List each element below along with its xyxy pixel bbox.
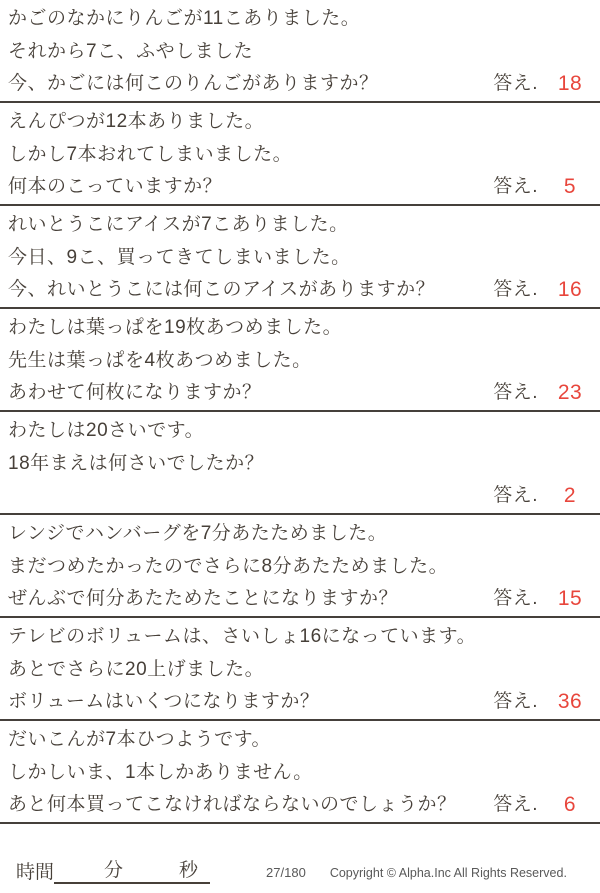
answer-group xyxy=(493,68,600,100)
answer-value: 6 xyxy=(563,793,577,817)
copyright-text: Copyright © Alpha.Inc All Rights Reserved. xyxy=(329,866,567,880)
answer-group xyxy=(493,377,600,409)
problem-line: それから7こ、ふやしました xyxy=(8,40,254,62)
problem-question: ボリュームはいくつになりますか？ xyxy=(8,691,320,713)
question-row xyxy=(8,274,600,306)
answer-label: 答え. xyxy=(493,279,538,301)
problem-line: えんぴつが12本ありました。 xyxy=(8,110,265,132)
answer-value: 23 xyxy=(557,381,583,405)
problem-block-3 xyxy=(0,206,600,309)
problem-block-5 xyxy=(0,412,600,515)
problem-question: 何本のこっていますか？ xyxy=(8,176,223,198)
answer-label: 答え. xyxy=(493,485,538,507)
problem-line: かごのなかにりんごが11こありました。 xyxy=(8,7,361,29)
question-row xyxy=(8,377,600,409)
answer-value: 15 xyxy=(557,587,583,611)
problem-line: れいとうこにアイスが7こありました。 xyxy=(8,213,349,235)
time-label: 時間 xyxy=(16,862,55,883)
problem-line: あとでさらに20上げました。 xyxy=(8,658,265,680)
question-row xyxy=(8,68,600,100)
answer-group xyxy=(493,686,600,718)
answer-group xyxy=(493,480,600,512)
problem-block-2 xyxy=(0,103,600,206)
answer-label: 答え. xyxy=(493,794,538,816)
answer-label: 答え. xyxy=(493,73,538,95)
question-row xyxy=(8,789,600,821)
problem-line: レンジでハンバーグを7分あたためました。 xyxy=(8,522,388,544)
time-fill-in-line xyxy=(54,860,210,884)
problem-line: 先生は葉っぱを4枚あつめました。 xyxy=(8,349,312,371)
problem-line: しかしいま、1本しかありません。 xyxy=(8,761,313,783)
problem-block-4 xyxy=(0,309,600,412)
problem-question: あと何本買ってこなければならないのでしょうか？ xyxy=(8,794,457,816)
question-row xyxy=(8,583,600,615)
problem-block-1 xyxy=(0,0,600,103)
problem-question: 今、かごには何このりんごがありますか？ xyxy=(8,73,379,95)
problem-question: ぜんぶで何分あたためたことになりますか？ xyxy=(8,588,399,610)
answer-group xyxy=(493,789,600,821)
question-row xyxy=(8,480,600,512)
answer-label: 答え. xyxy=(493,588,538,610)
problem-line: テレビのボリュームは、さいしょ16になっています。 xyxy=(8,625,477,647)
answer-value: 5 xyxy=(563,175,577,199)
problem-block-7 xyxy=(0,618,600,721)
problem-question: 今、れいとうこには何このアイスがありますか？ xyxy=(8,279,436,301)
problem-line: わたしは20さいです。 xyxy=(8,419,205,441)
seconds-label: 秒 xyxy=(179,860,199,881)
problem-line: まだつめたかったのでさらに8分あたためました。 xyxy=(8,555,449,577)
problem-line: 今日、9こ、買ってきてしまいました。 xyxy=(8,246,351,268)
footer xyxy=(0,860,600,884)
problem-line: だいこんが7本ひつようです。 xyxy=(8,728,272,750)
problem-line: わたしは葉っぱを19枚あつめました。 xyxy=(8,316,343,338)
problem-block-6 xyxy=(0,515,600,618)
answer-label: 答え. xyxy=(493,691,538,713)
problem-line: 18年まえは何さいでしたか？ xyxy=(8,452,265,474)
answer-label: 答え. xyxy=(493,176,538,198)
question-row xyxy=(8,171,600,203)
answer-group xyxy=(493,274,600,306)
answer-value: 36 xyxy=(557,690,583,714)
minutes-label: 分 xyxy=(104,860,124,881)
answer-label: 答え. xyxy=(493,382,538,404)
answer-group xyxy=(493,583,600,615)
problem-line: しかし7本おれてしまいました。 xyxy=(8,143,293,165)
answer-value: 16 xyxy=(557,278,583,302)
question-row xyxy=(8,686,600,718)
problem-block-8 xyxy=(0,721,600,824)
answer-group xyxy=(493,171,600,203)
answer-value: 2 xyxy=(563,484,577,508)
answer-value: 18 xyxy=(557,72,583,96)
page-number: 27/180 xyxy=(266,865,306,880)
problem-question: あわせて何枚になりますか？ xyxy=(8,382,262,404)
